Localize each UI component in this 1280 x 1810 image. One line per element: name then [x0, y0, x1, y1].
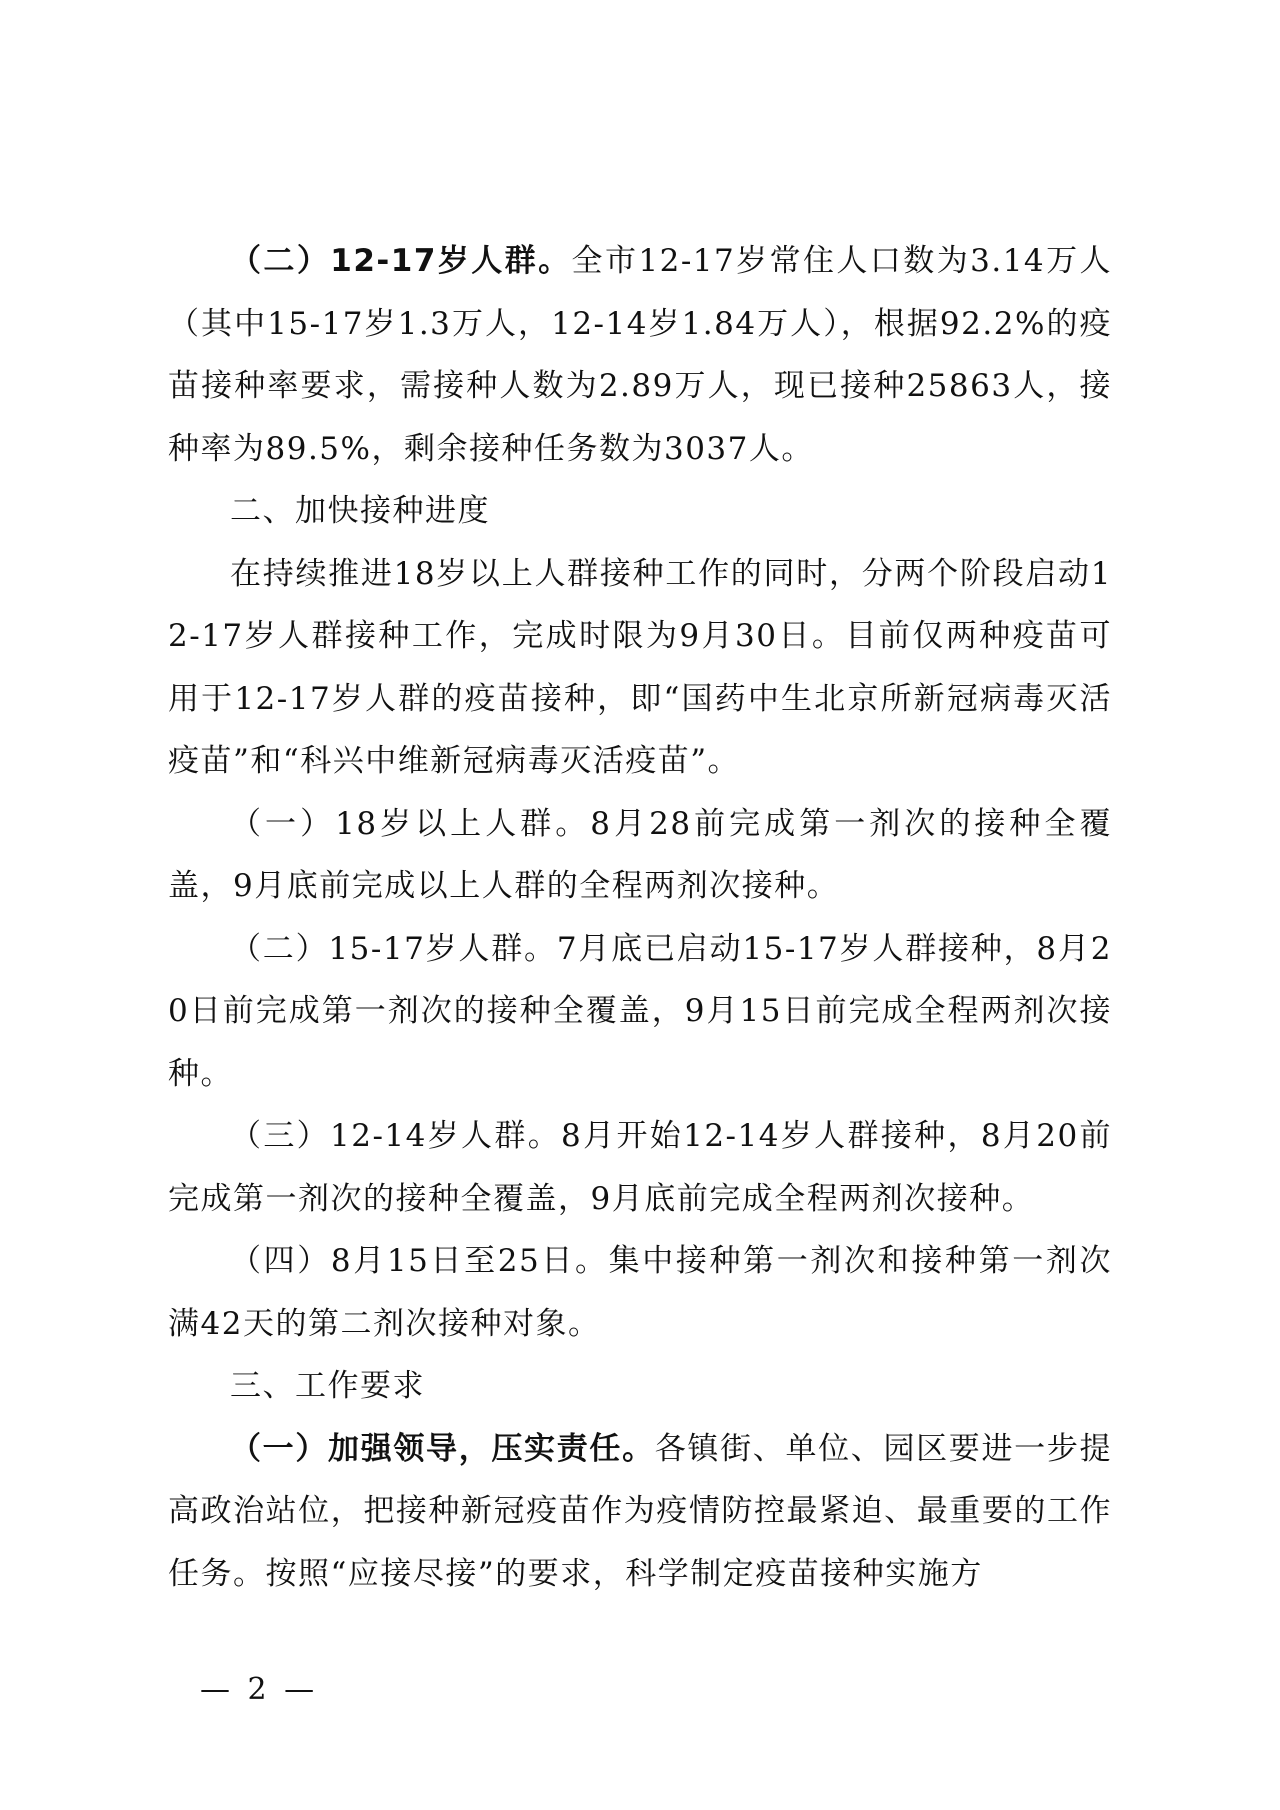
page-number: — 2 —	[200, 1672, 319, 1707]
section-2-item-4: （四）8月15日至25日。集中接种第一剂次和接种第一剂次满42天的第二剂次接种对象。	[168, 1243, 1112, 1342]
document-body	[168, 230, 1112, 1605]
section-heading-3: 三、工作要求	[230, 1368, 425, 1404]
section-3-item-1	[168, 1418, 1112, 1606]
section-2-item-1: （一）18岁以上人群。8月28前完成第一剂次的接种全覆盖，9月底前完成以上人群的全程两剂次接种。	[168, 805, 1112, 904]
section-2-intro: 在持续推进18岁以上人群接种工作的同时，分两个阶段启动12-17岁人群接种工作，完成时限为9月30日。目前仅两种疫苗可用于12-17岁人群的疫苗接种，即“国药中生北京所新冠病毒灭活疫苗”和“科兴中维新冠病毒灭活疫苗”。	[168, 555, 1112, 779]
paragraph-12-17-population	[168, 230, 1112, 480]
paragraph-lead: （一）加强领导，压实责任。	[230, 1430, 655, 1467]
section-heading-2: 二、加快接种进度	[230, 493, 490, 529]
section-2-item-3: （三）12-14岁人群。8月开始12-14岁人群接种，8月20前完成第一剂次的接种全覆盖，9月底前完成全程两剂次接种。	[168, 1118, 1113, 1217]
paragraph-text: 各镇街、单位、园区要进一步提高政治站位，把接种新冠疫苗作为疫情防控最紧迫、最重要的工作任务。按照“应接尽接”的要求，科学制定疫苗接种实施方	[168, 1430, 1112, 1592]
paragraph-text: 全市12-17岁常住人口数为3.14万人（其中15-17岁1.3万人，12-14岁1.84万人），根据92.2%的疫苗接种率要求，需接种人数为2.89万人，现已接种25863人，接种率为89.5%，剩余接种任务数为3037人。	[168, 243, 1112, 467]
section-2-item-2: （二）15-17岁人群。7月底已启动15-17岁人群接种，8月20日前完成第一剂次的接种全覆盖，9月15日前完成全程两剂次接种。	[168, 930, 1112, 1092]
paragraph-lead: （二）12-17岁人群。	[230, 243, 572, 279]
